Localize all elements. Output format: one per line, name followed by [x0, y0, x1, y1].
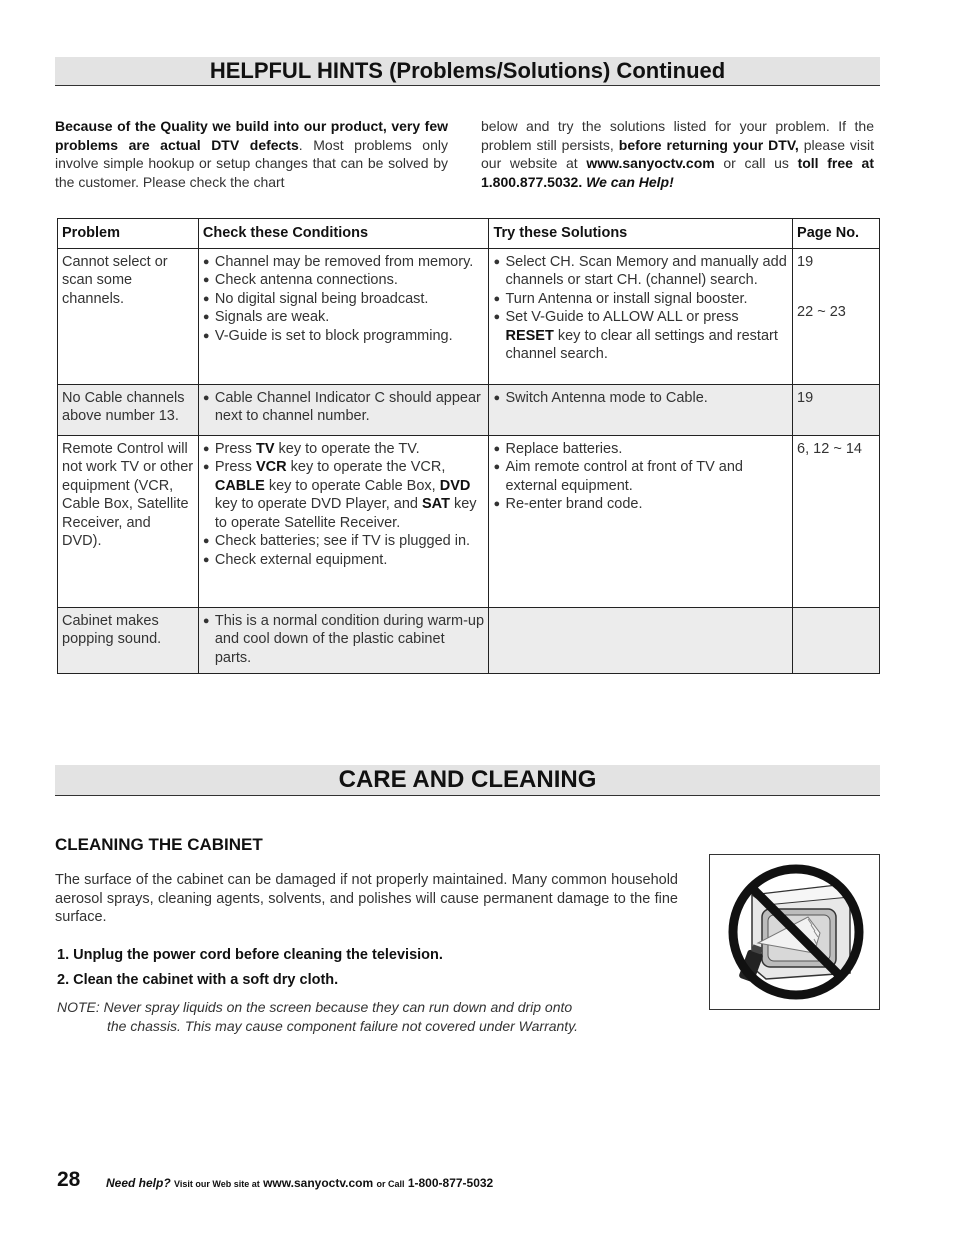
solution-item: ● Replace batteries. [493, 440, 788, 459]
condition-item: ● This is a normal condition during warm-up and cool down of the plastic cabinet parts. [203, 612, 485, 668]
need-help-label: Need help? [106, 1176, 171, 1190]
solutions-cell [489, 435, 793, 607]
page-cell [793, 248, 880, 384]
we-can-help: We can Help! [586, 173, 674, 190]
key-name: RESET [505, 327, 554, 344]
solution-item: ● Switch Antenna mode to Cable. [493, 389, 788, 408]
solutions-cell [489, 248, 793, 384]
solution-item: ● Select CH. Scan Memory and manually add channels or start CH. (channel) search. [493, 253, 788, 290]
intro-right [481, 117, 874, 191]
intro-left [55, 117, 448, 191]
intro-right-text-2: please visit our website at [481, 136, 875, 171]
conditions-cell [198, 248, 489, 384]
table-header-row [58, 219, 880, 249]
condition-text: key to operate Cable Box, [268, 477, 436, 494]
problems-table [57, 218, 880, 674]
footer-url: www.sanyoctv.com [263, 1176, 374, 1190]
condition-text: key to operate the VCR, [290, 459, 446, 475]
header-page: Page No. [793, 219, 880, 249]
header-conditions: Check these Conditions [198, 219, 489, 249]
key-name: SAT [422, 496, 450, 512]
solution-text: key to clear all settings and restart channel search. [505, 327, 778, 362]
help-line [106, 1176, 493, 1190]
intro-left-bold: Because of the Quality we build into our product, very few problems are actual DTV defects [55, 118, 448, 153]
conditions-cell [198, 607, 489, 674]
website-url: www.sanyoctv.com [586, 155, 715, 171]
condition-item [203, 458, 485, 532]
toll-free-number: toll free at 1.800.877.5032. [481, 155, 875, 190]
condition-item: ● Cable Channel Indicator C should appear next to channel number. [203, 389, 485, 426]
condition-item: ● V-Guide is set to block programming. [203, 327, 485, 346]
solution-item: ● Aim remote control at front of TV and external equipment. [493, 458, 788, 495]
section-title: CARE AND CLEANING [55, 765, 880, 796]
solution-text: Set V-Guide to ALLOW ALL or press [505, 309, 739, 325]
key-name: DVD [439, 477, 471, 494]
no-spray-icon [710, 855, 879, 1009]
visit-label: Visit our Web site at [174, 1179, 260, 1189]
key-name: CABLE [214, 477, 265, 494]
table-row [58, 248, 880, 384]
problem-cell: No Cable channels above number 13. [58, 384, 199, 435]
condition-item: ● No digital signal being broadcast. [203, 290, 485, 309]
condition-text: Press [214, 459, 252, 475]
conditions-cell [198, 384, 489, 435]
solution-item: ● Re-enter brand code. [493, 495, 788, 514]
condition-item: ● Check antenna connections. [203, 271, 485, 290]
page-cell: 19 [793, 384, 880, 435]
condition-item: ● Channel may be removed from memory. [203, 253, 485, 272]
table-row [58, 607, 880, 674]
problem-cell: Cabinet makes popping sound. [58, 607, 199, 674]
page-cell [793, 607, 880, 674]
page-title: HELPFUL HINTS (Problems/Solutions) Continued [55, 57, 880, 86]
intro-left-text: . Most problems only involve simple hookup or setup changes that can be solved by the customer. Please check the chart [55, 136, 448, 190]
page-ref: 19 [797, 253, 814, 270]
header-problem: Problem [58, 219, 199, 249]
problem-cell: Remote Control will not work TV or other equipment (VCR, Cable Box, Satellite Receiver, and DVD). [58, 435, 199, 607]
key-name: VCR [255, 459, 287, 475]
problem-cell: Cannot select or scan some channels. [58, 248, 199, 384]
page-cell: 6, 12 ~ 14 [793, 435, 880, 607]
solution-item: ● Turn Antenna or install signal booster. [493, 290, 788, 309]
solution-item [493, 308, 788, 364]
footer [57, 1168, 494, 1192]
solutions-cell [489, 607, 793, 674]
step-2: 2. Clean the cabinet with a soft dry cloth. [57, 972, 339, 988]
condition-text: key to operate DVD Player, and [214, 496, 418, 512]
footer-phone: 1-800-877-5032 [407, 1176, 494, 1190]
condition-item: ● Check external equipment. [203, 551, 485, 570]
condition-text: key to operate Satellite Receiver. [214, 496, 477, 531]
table-row [58, 384, 880, 435]
care-paragraph: The surface of the cabinet can be damaged if not properly maintained. Many common household aerosol sprays, cleaning agents, solvents, and polishes will cause permanent damage to the fine surface. [55, 872, 678, 925]
note [57, 998, 657, 1035]
condition-text: key to operate the TV. [278, 440, 420, 457]
step-1: 1. Unplug the power cord before cleaning the television. [57, 947, 443, 963]
intro-right-text-3: or call us [723, 155, 789, 171]
note-line-2: the chassis. This may cause component failure not covered under Warranty. [107, 1017, 579, 1034]
intro-right-text-1: below and try the solutions listed for your problem. If the problem still persists, [481, 118, 874, 153]
condition-text: Press [214, 440, 252, 457]
header-solutions: Try these Solutions [489, 219, 793, 249]
condition-item: ● Signals are weak. [203, 308, 485, 327]
condition-item [203, 440, 485, 459]
intro-right-bold: before returning your DTV, [618, 136, 799, 153]
no-spray-figure [709, 854, 880, 1010]
table-row [58, 435, 880, 607]
page-number: 28 [57, 1168, 81, 1191]
key-name: TV [255, 440, 275, 457]
page-ref: 22 ~ 23 [797, 304, 846, 320]
or-call-label: or Call [376, 1179, 405, 1189]
subsection-title: CLEANING THE CABINET [55, 835, 263, 854]
conditions-cell [198, 435, 489, 607]
condition-item: ● Check batteries; see if TV is plugged in. [203, 532, 485, 551]
note-line-1: NOTE: Never spray liquids on the screen because they can run down and drip onto [57, 999, 573, 1015]
solutions-cell [489, 384, 793, 435]
